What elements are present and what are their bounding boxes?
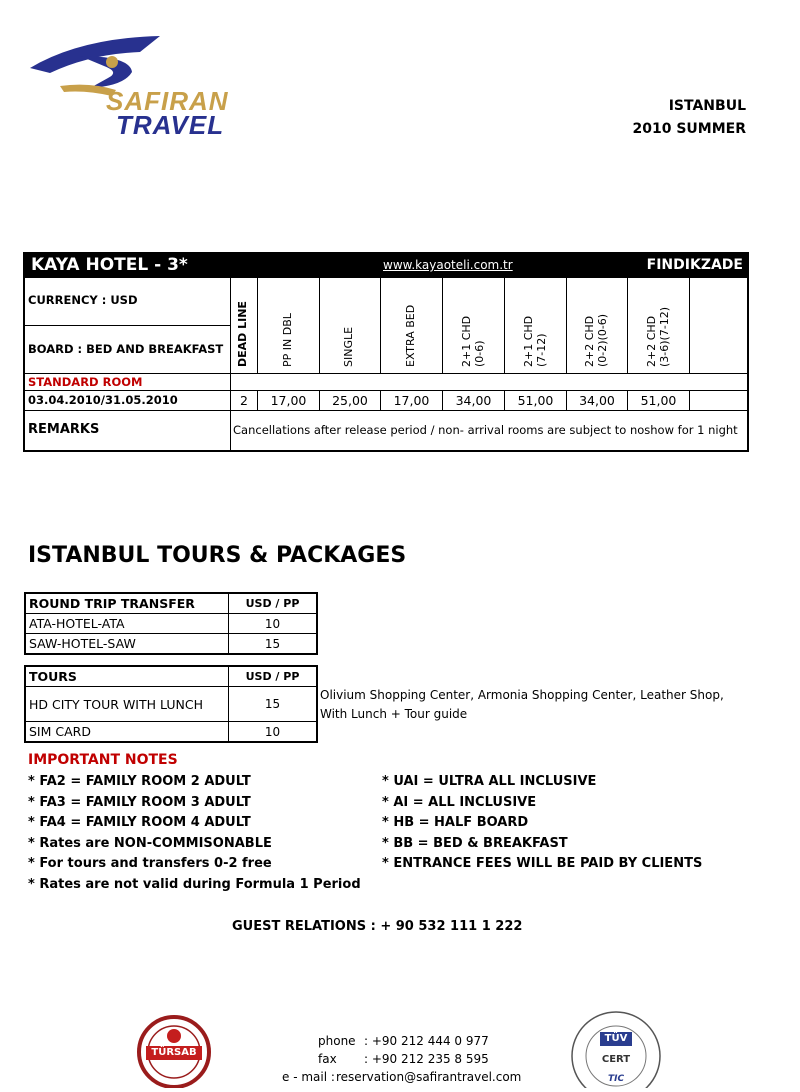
tursab-badge bbox=[136, 1014, 212, 1088]
header-season: 2010 SUMMER bbox=[632, 121, 746, 137]
remarks-label: REMARKS bbox=[25, 411, 231, 450]
price-extra-bed: 17,00 bbox=[381, 391, 443, 411]
note-left-4: * Rates are NON-COMMISONABLE bbox=[28, 836, 272, 851]
note-right-4: * BB = BED & BREAKFAST bbox=[382, 836, 568, 851]
transfer-price: 10 bbox=[229, 614, 318, 634]
board-label: BOARD : BED AND BREAKFAST bbox=[25, 326, 231, 374]
col-deadline: DEAD LINE bbox=[231, 278, 258, 374]
transfer-name: SAW-HOTEL-SAW bbox=[25, 634, 229, 655]
tour-name: HD CITY TOUR WITH LUNCH bbox=[25, 687, 229, 722]
hotel-name: KAYA HOTEL - 3* bbox=[31, 255, 188, 275]
note-left-5: * For tours and transfers 0-2 free bbox=[28, 856, 272, 871]
logo-text-safiran: SAFIRAN bbox=[106, 86, 229, 116]
price-2-2-chd-a: 34,00 bbox=[567, 391, 628, 411]
col-single: SINGLE bbox=[320, 278, 381, 374]
col-2-1-chd-0-6: 2+1 CHD (0-6) bbox=[443, 278, 505, 374]
transfer-unit: USD / PP bbox=[229, 593, 318, 614]
tours-table bbox=[24, 665, 318, 743]
col-2-2-chd-a: 2+2 CHD (0-2)(0-6) bbox=[567, 278, 628, 374]
cert-top-label: TÜV bbox=[604, 1033, 628, 1044]
tour-price: 10 bbox=[229, 722, 318, 743]
note-left-1: * FA2 = FAMILY ROOM 2 ADULT bbox=[28, 774, 251, 789]
transfer-table bbox=[24, 592, 318, 655]
tour-price: 15 bbox=[229, 687, 318, 722]
remarks-text: Cancellations after release period / non- arrival rooms are subject to noshow for 1 night bbox=[233, 423, 738, 437]
period-label: 03.04.2010/31.05.2010 bbox=[25, 391, 231, 411]
contact-email[interactable]: reservation@safirantravel.com bbox=[336, 1070, 522, 1084]
col-empty bbox=[690, 278, 747, 374]
logo-text-travel: TRAVEL bbox=[116, 110, 225, 140]
price-pp-dbl: 17,00 bbox=[258, 391, 320, 411]
cert-mid-label: CERT bbox=[601, 1054, 631, 1065]
contact-phone: : +90 212 444 0 977 bbox=[364, 1034, 489, 1048]
transfer-name: ATA-HOTEL-ATA bbox=[25, 614, 229, 634]
price-single: 25,00 bbox=[320, 391, 381, 411]
col-2-2-chd-b: 2+2 CHD (3-6)(7-12) bbox=[628, 278, 690, 374]
city-tour-note: Olivium Shopping Center, Armonia Shopping Center, Leather Shop, With Lunch + Tour guide bbox=[320, 688, 724, 721]
price-2-1-chd-a: 34,00 bbox=[443, 391, 505, 411]
currency-label: CURRENCY : USD bbox=[25, 278, 231, 326]
transfer-header-row bbox=[25, 593, 317, 614]
transfer-header: ROUND TRIP TRANSFER bbox=[25, 593, 229, 614]
important-notes-title: IMPORTANT NOTES bbox=[28, 752, 178, 768]
table-row bbox=[25, 687, 317, 722]
hotel-rate-table bbox=[23, 252, 749, 452]
hotel-location: FINDIKZADE bbox=[646, 257, 743, 273]
note-right-5: * ENTRANCE FEES WILL BE PAID BY CLIENTS bbox=[382, 856, 703, 871]
contact-fax-label: fax bbox=[318, 1052, 337, 1066]
cert-bottom-label: TIC bbox=[607, 1074, 625, 1084]
contact-email-label: e - mail : bbox=[282, 1070, 335, 1084]
note-left-6: * Rates are not valid during Formula 1 Period bbox=[28, 877, 361, 892]
deadline-value: 2 bbox=[231, 391, 258, 411]
note-left-2: * FA3 = FAMILY ROOM 3 ADULT bbox=[28, 795, 251, 810]
col-extra-bed: EXTRA BED bbox=[381, 278, 443, 374]
note-right-1: * UAI = ULTRA ALL INCLUSIVE bbox=[382, 774, 597, 789]
tour-name: SIM CARD bbox=[25, 722, 229, 743]
tuv-cert-badge bbox=[568, 1008, 664, 1088]
guest-relations: GUEST RELATIONS : + 90 532 111 1 222 bbox=[232, 919, 523, 934]
col-pp-dbl: PP IN DBL bbox=[258, 278, 320, 374]
tours-header-row bbox=[25, 666, 317, 687]
price-empty bbox=[690, 391, 747, 411]
tours-unit: USD / PP bbox=[229, 666, 318, 687]
transfer-price: 15 bbox=[229, 634, 318, 655]
col-2-1-chd-7-12: 2+1 CHD (7-12) bbox=[505, 278, 567, 374]
table-row bbox=[25, 722, 317, 743]
contact-fax: : +90 212 235 8 595 bbox=[364, 1052, 489, 1066]
contact-phone-label: phone bbox=[318, 1034, 356, 1048]
hotel-title-bar bbox=[25, 254, 747, 278]
company-logo bbox=[20, 28, 280, 138]
tours-header: TOURS bbox=[25, 666, 229, 687]
room-type-spacer bbox=[231, 374, 747, 391]
price-2-1-chd-b: 51,00 bbox=[505, 391, 567, 411]
table-row bbox=[25, 634, 317, 655]
hotel-website-link[interactable]: www.kayaoteli.com.tr bbox=[383, 258, 513, 272]
header-city: ISTANBUL bbox=[668, 98, 746, 114]
note-right-3: * HB = HALF BOARD bbox=[382, 815, 529, 830]
price-2-2-chd-b: 51,00 bbox=[628, 391, 690, 411]
note-left-3: * FA4 = FAMILY ROOM 4 ADULT bbox=[28, 815, 251, 830]
table-row bbox=[25, 614, 317, 634]
tours-section-title: ISTANBUL TOURS & PACKAGES bbox=[28, 543, 407, 568]
note-right-2: * AI = ALL INCLUSIVE bbox=[382, 795, 537, 810]
room-type-label: STANDARD ROOM bbox=[25, 374, 231, 391]
tursab-label: TÜRSAB bbox=[151, 1047, 197, 1058]
